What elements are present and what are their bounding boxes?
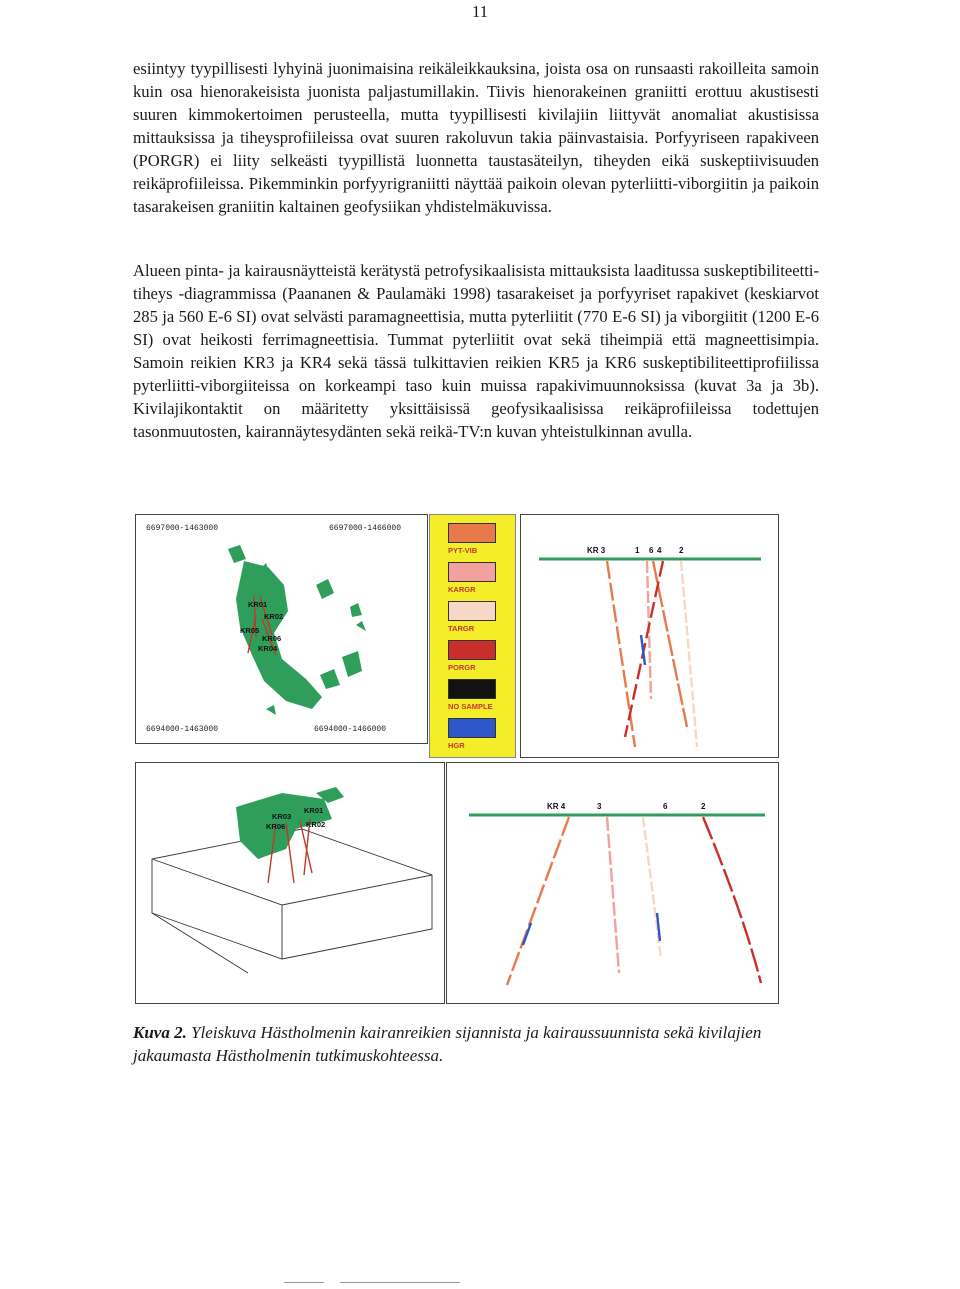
- section-drawing-1: [521, 515, 778, 757]
- legend-label: HGR: [448, 741, 465, 750]
- granite-area-7: [266, 705, 276, 715]
- figure-caption: [133, 1021, 823, 1067]
- section-label: 4: [657, 546, 662, 555]
- map-coord-top-right: 6697000-1466000: [329, 524, 402, 533]
- map-drawing: [136, 515, 427, 743]
- granite-area-1: [228, 545, 246, 563]
- granite-area-5: [320, 669, 340, 689]
- block-diagram: [136, 763, 444, 1003]
- section-label: 3: [597, 802, 602, 811]
- legend-label: NO SAMPLE: [448, 702, 493, 711]
- borehole-section: [681, 561, 697, 747]
- legend-swatch: [448, 562, 496, 582]
- legend-item: [444, 562, 500, 594]
- section-label: KR 4: [547, 802, 566, 811]
- borehole-section: [523, 923, 531, 945]
- section-label: KR 3: [587, 546, 606, 555]
- map-panel: [135, 514, 428, 744]
- legend-swatch: [448, 679, 496, 699]
- section-label: 1: [635, 546, 640, 555]
- legend-label: TARGR: [448, 624, 475, 633]
- block-edge-lower: [152, 913, 248, 973]
- borehole-sections-1: [607, 561, 697, 747]
- borehole-sections-2: [507, 817, 761, 985]
- borehole-section: [507, 817, 569, 985]
- block-hole-label: KR02: [306, 820, 326, 829]
- map-hole-label: KR02: [264, 612, 284, 621]
- legend-item: [444, 679, 500, 711]
- section-label: 6: [649, 546, 654, 555]
- borehole-section: [607, 817, 619, 973]
- legend-label: KARGR: [448, 585, 476, 594]
- granite-area-4: [342, 651, 362, 677]
- page-number: 11: [471, 2, 489, 21]
- map-hole-label: KR05: [240, 626, 260, 635]
- map-coord-bottom-left: 6694000-1463000: [146, 725, 219, 734]
- block-hole-label: KR01: [304, 806, 324, 815]
- legend-swatch: [448, 523, 496, 543]
- legend-swatch: [448, 640, 496, 660]
- legend-label: PORGR: [448, 663, 476, 672]
- legend-panel: [429, 514, 516, 758]
- block-diagram-panel: [135, 762, 445, 1004]
- section-label: 6: [663, 802, 668, 811]
- legend-swatch: [448, 718, 496, 738]
- borehole-section: [643, 817, 661, 959]
- caption-label: Kuva 2.: [133, 1023, 187, 1042]
- section-label: 2: [701, 802, 706, 811]
- map-hole-label: KR01: [248, 600, 268, 609]
- map-hole-label: KR04: [258, 644, 278, 653]
- footer-dash: [284, 1282, 324, 1283]
- legend-label: PYT-VIB: [448, 546, 478, 555]
- map-coord-bottom-right: 6694000-1466000: [314, 725, 387, 734]
- footer-dash: [340, 1282, 460, 1283]
- granite-area-8: [356, 621, 366, 631]
- granite-area-3: [316, 579, 334, 599]
- legend-item: [444, 523, 500, 555]
- borehole-section: [607, 561, 635, 747]
- map-hole-label: KR06: [262, 634, 282, 643]
- section-panel-2: [446, 762, 779, 1004]
- legend-item: [444, 601, 500, 633]
- section-panel-1: [520, 514, 779, 758]
- caption-text: Yleiskuva Hästholmenin kairanreikien sijannista ja kairaussuunnista sekä kivilajien jakaumasta Hästholmenin tutkimuskohteessa.: [133, 1023, 762, 1065]
- block-hole-label: KR03: [272, 812, 292, 821]
- body-paragraph-2: Alueen pinta- ja kairausnäytteistä kerätystä petrofysikaalisista mittauksista laaditussa suskeptibiliteetti-tiheys -diagrammissa (Paananen & Paulamäki 1998) tasarakeiset ja porfyyriset rapakivet (keskiarvot 285 ja 560 E-6 SI) ovat selvästi paramagneettisia, mutta pyterliitit (770 E-6 SI) ja viborgiitit (1200 E-6 SI) ovat heikosti ferrimagneettisia. Tummat pyterliitit ovat sekä tiheimpiä että magneettisimpia. Samoin reikien KR3 ja KR4 sekä tässä tulkittavien reikien KR5 ja KR6 suskeptibiliteettiprofiilissa pyterliitti-viborgiiteissa on korkeampi taso kuin muissa rapakivimuunnoksissa (kuvat 3a ja 3b). Kivilajikontaktit on määritetty yksittäisissä geofysikaalisissa reikäprofiileissa todettujen tasonmuutosten, kairannäytesydänten sekä reikä-TV:n kuvan yhteistulkinnan avulla.: [133, 261, 819, 441]
- granite-area-6: [350, 603, 362, 617]
- block-hole-label: KR06: [266, 822, 286, 831]
- section-label: 2: [679, 546, 684, 555]
- body-paragraph-1: esiintyy tyypillisesti lyhyinä juonimaisina reikäleikkauksina, joista osa on runsaasti rakoilleita samoin kuin osa hienorakeisista juonista paljastumillakin. Tiivis hienorakeinen graniitti erottuu akustisesti suuren kimmokertoimen perusteella, mutta tyypillisesti kivilajiin liittyvät anomaliat akustisissa mittauksissa ja tiheysprofiileissa ovat suuren rakoluvun takia päinvastaisia. Porfyyriseen rapakiveen (PORGR) ei liity selkeästi tyypillistä luonnetta taustasäteilyn, tiheyden eikä suskeptiivisuuden reikäprofiileissa. Pikemminkin porfyyrigraniitti näyttää paikoin olevan pyterliitti-viborgiitin ja paikoin tasarakeisen graniitin kaltainen geofysiikan yhdistelmäkuvissa.: [133, 59, 819, 216]
- section-drawing-2: [447, 763, 778, 1003]
- legend-item: [444, 640, 500, 672]
- legend-swatch: [448, 601, 496, 621]
- borehole-section: [703, 817, 761, 983]
- legend-item: [444, 718, 500, 750]
- block-edges: [152, 829, 432, 973]
- map-coord-top-left: 6697000-1463000: [146, 524, 219, 533]
